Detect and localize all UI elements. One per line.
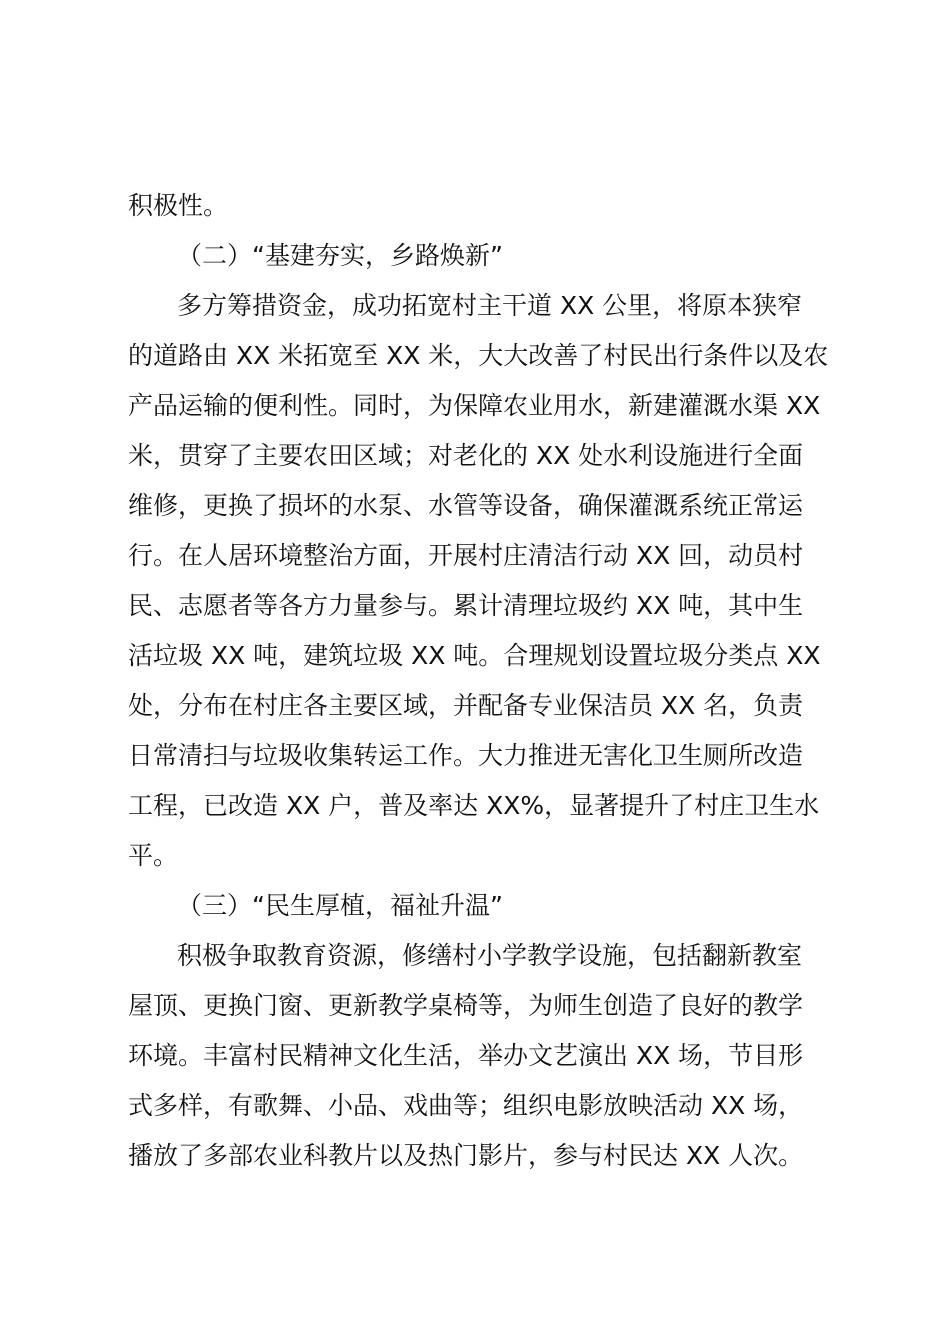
paragraph-line: 播放了多部农业科教片以及热门影片，参与村民达 XX 人次。	[128, 1141, 804, 1170]
paragraph-line: 行。在人居环境整治方面，开展村庄清洁行动 XX 回，动员村	[128, 541, 804, 570]
paragraph-line: 积极争取教育资源，修缮村小学教学设施，包括翻新教室	[177, 941, 803, 970]
paragraph-line: 工程，已改造 XX 户，普及率达 XX%，显著提升了村庄卫生水	[128, 791, 820, 820]
paragraph-line: 的道路由 XX 米拓宽至 XX 米，大大改善了村民出行条件以及农	[128, 341, 829, 370]
paragraph-line: 活垃圾 XX 吨，建筑垃圾 XX 吨。合理规划设置垃圾分类点 XX	[128, 641, 821, 670]
paragraph-line: 屋顶、更换门窗、更新教学桌椅等，为师生创造了良好的教学	[128, 991, 804, 1020]
paragraph-line: 维修，更换了损坏的水泵、水管等设备，确保灌溉系统正常运	[128, 491, 804, 520]
section-heading-3: （三）“民生厚植，福祉升温”	[177, 891, 503, 920]
paragraph-line: 产品运输的便利性。同时，为保障农业用水，新建灌溉水渠 XX	[128, 391, 821, 420]
paragraph-continuation: 积极性。	[128, 191, 229, 220]
section-heading-2: （二）“基建夯实，乡路焕新”	[177, 241, 503, 270]
paragraph-line: 平。	[128, 841, 179, 870]
paragraph-line: 民、志愿者等各方力量参与。累计清理垃圾约 XX 吨，其中生	[128, 591, 804, 620]
paragraph-line: 米，贯穿了主要农田区域；对老化的 XX 处水利设施进行全面	[128, 441, 804, 470]
paragraph-line: 处，分布在村庄各主要区域，并配备专业保洁员 XX 名，负责	[128, 691, 804, 720]
paragraph-line: 多方筹措资金，成功拓宽村主干道 XX 公里，将原本狭窄	[177, 291, 803, 320]
paragraph-line: 式多样，有歌舞、小品、戏曲等；组织电影放映活动 XX 场，	[128, 1091, 804, 1120]
paragraph-line: 环境。丰富村民精神文化生活，举办文艺演出 XX 场，节目形	[128, 1041, 804, 1070]
paragraph-line: 日常清扫与垃圾收集转运工作。大力推进无害化卫生厕所改造	[128, 741, 804, 770]
